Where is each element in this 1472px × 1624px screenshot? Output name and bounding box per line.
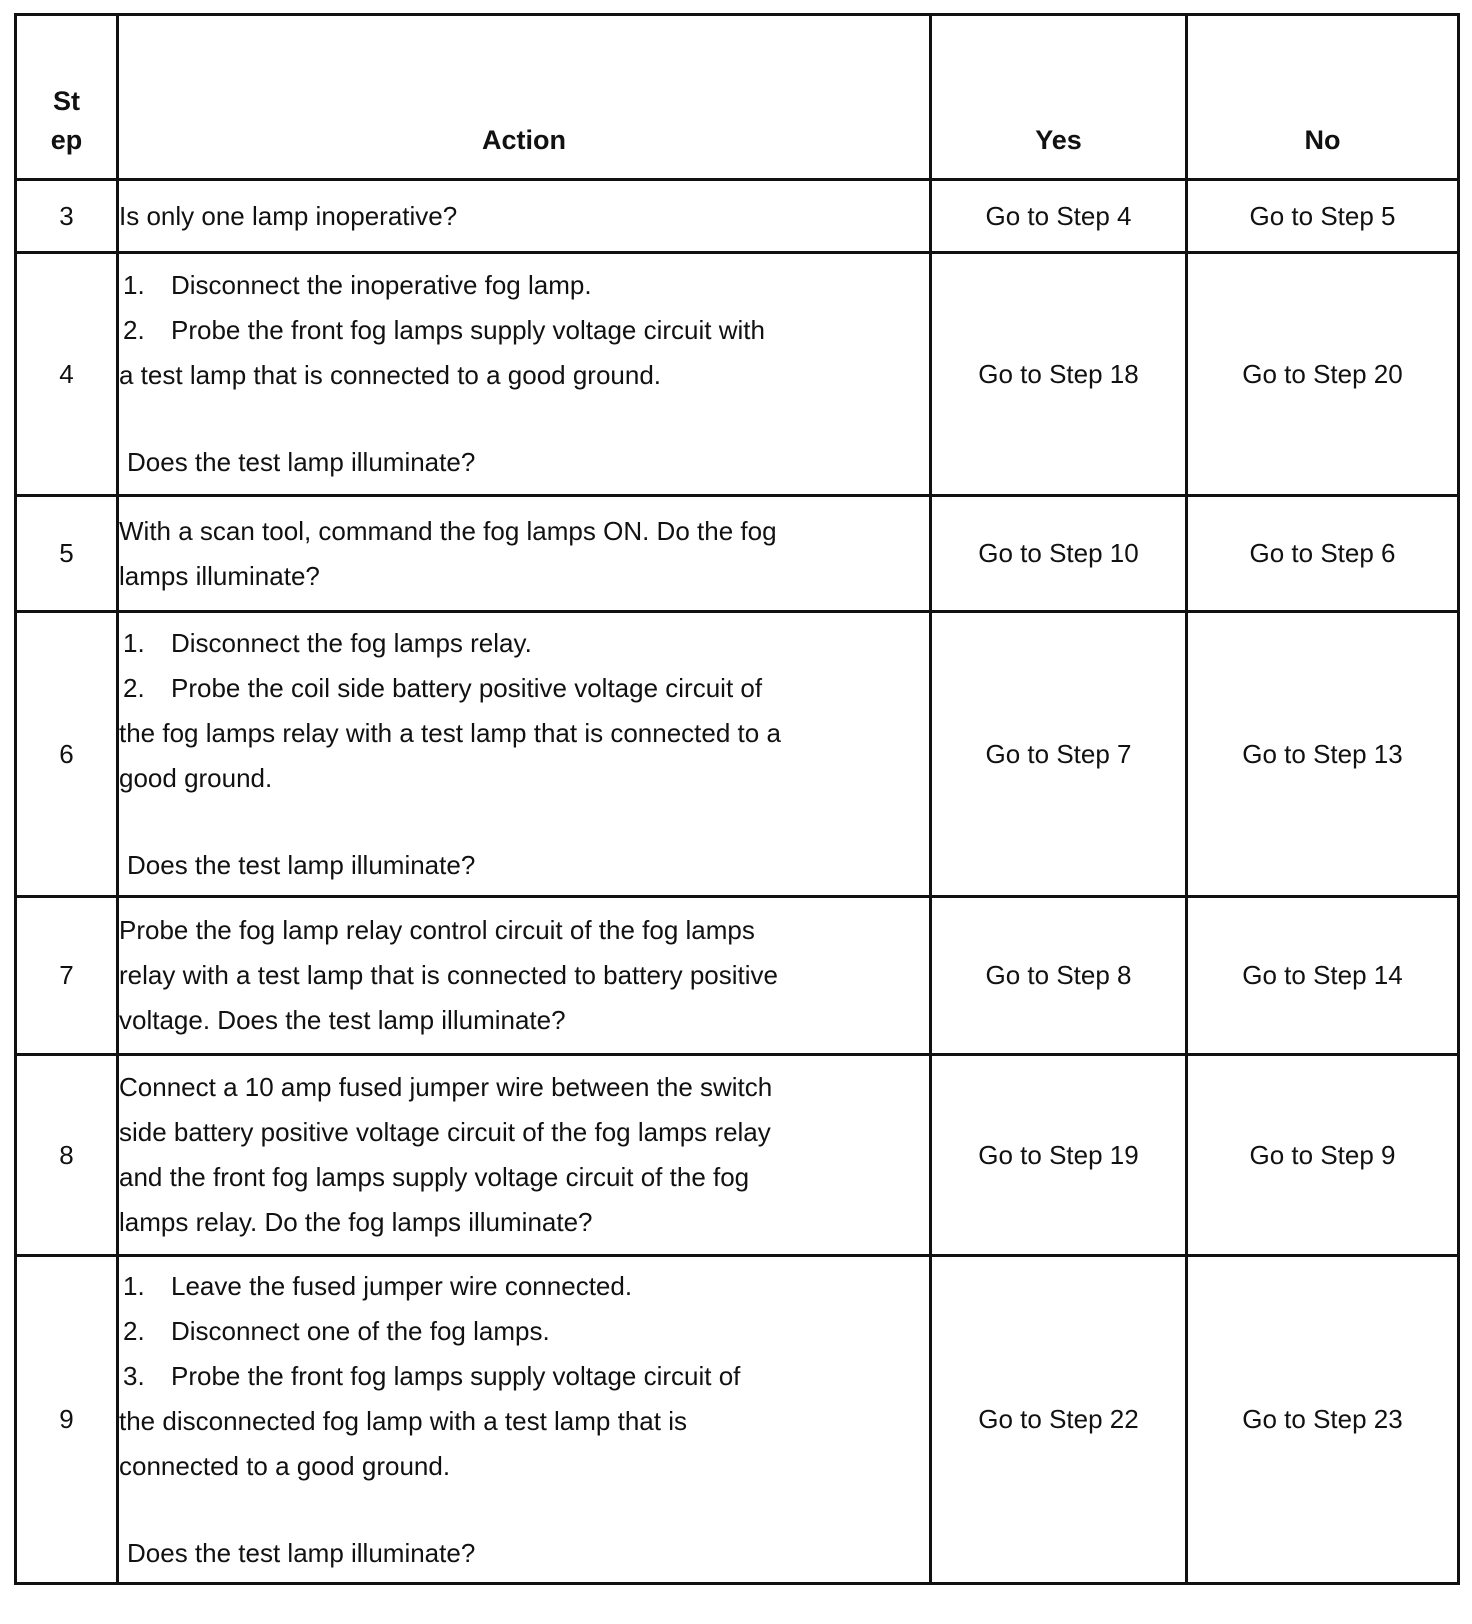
no-result: Go to Step 6: [1187, 496, 1459, 612]
yes-result: Go to Step 18: [931, 253, 1187, 496]
continuation-line: a test lamp that is connected to a good ground.: [119, 360, 662, 390]
yes-result: Go to Step 7: [931, 612, 1187, 897]
continuation-line: the disconnected fog lamp with a test lamp that is: [119, 1405, 687, 1436]
header-no: No: [1187, 15, 1459, 180]
action-cell: [118, 612, 931, 897]
step-number: 3: [16, 180, 118, 253]
action-cell: [118, 1055, 931, 1256]
list-item: 1. Disconnect the inoperative fog lamp.: [123, 270, 592, 300]
list-item: 1. Leave the fused jumper wire connected.: [123, 1270, 633, 1301]
header-step-line-1: St: [53, 86, 80, 116]
diagnostic-table: [14, 13, 1460, 1585]
step-number: 8: [16, 1055, 118, 1256]
no-result: Go to Step 20: [1187, 253, 1459, 496]
table-row: [16, 180, 1459, 253]
step-number: 7: [16, 897, 118, 1055]
yes-result: Go to Step 19: [931, 1055, 1187, 1256]
list-item: 2. Probe the front fog lamps supply voltage circuit with: [123, 315, 765, 345]
step-number: 6: [16, 612, 118, 897]
action-line: side battery positive voltage circuit of the fog lamps relay: [119, 1117, 771, 1147]
list-item: 3. Probe the front fog lamps supply voltage circuit of: [123, 1360, 741, 1391]
yes-result: Go to Step 8: [931, 897, 1187, 1055]
list-item: 2. Disconnect one of the fog lamps.: [123, 1315, 550, 1346]
question-text: Does the test lamp illuminate?: [127, 849, 476, 880]
no-result: Go to Step 14: [1187, 897, 1459, 1055]
continuation-line: the fog lamps relay with a test lamp that is connected to a: [119, 717, 781, 748]
action-line: voltage. Does the test lamp illuminate?: [119, 1005, 566, 1035]
table-row: [16, 897, 1459, 1055]
table-row: [16, 496, 1459, 612]
no-result: Go to Step 13: [1187, 612, 1459, 897]
no-result: Go to Step 9: [1187, 1055, 1459, 1256]
continuation-line: connected to a good ground.: [119, 1450, 451, 1481]
action-line: relay with a test lamp that is connected to battery positive: [119, 960, 779, 990]
yes-result: Go to Step 4: [931, 180, 1187, 253]
action-cell: [118, 253, 931, 496]
table-row: [16, 612, 1459, 897]
action-line: Probe the fog lamp relay control circuit of the fog lamps: [119, 915, 755, 945]
question-text: Does the test lamp illuminate?: [127, 447, 476, 477]
action-line: With a scan tool, command the fog lamps ON. Do the fog: [119, 515, 777, 546]
list-item: 1. Disconnect the fog lamps relay.: [123, 627, 532, 658]
action-line: lamps illuminate?: [119, 560, 320, 591]
step-number: 5: [16, 496, 118, 612]
list-item: 2. Probe the coil side battery positive voltage circuit of: [123, 672, 763, 703]
yes-result: Go to Step 22: [931, 1256, 1187, 1584]
table-header-row: [16, 15, 1459, 180]
question-text: Does the test lamp illuminate?: [127, 1537, 476, 1568]
action-text: Is only one lamp inoperative?: [118, 180, 931, 253]
action-line: Connect a 10 amp fused jumper wire between the switch: [119, 1072, 773, 1102]
action-line: lamps relay. Do the fog lamps illuminate?: [119, 1207, 593, 1237]
action-cell: [118, 1256, 931, 1584]
continuation-line: good ground.: [119, 762, 273, 793]
step-number: 4: [16, 253, 118, 496]
no-result: Go to Step 23: [1187, 1256, 1459, 1584]
yes-result: Go to Step 10: [931, 496, 1187, 612]
header-step: [16, 15, 118, 180]
header-action: Action: [118, 15, 931, 180]
step-number: 9: [16, 1256, 118, 1584]
table-row: [16, 253, 1459, 496]
action-line: and the front fog lamps supply voltage circuit of the fog: [119, 1162, 750, 1192]
table-row: [16, 1055, 1459, 1256]
action-cell: [118, 496, 931, 612]
header-yes: Yes: [931, 15, 1187, 180]
header-step-line-2: ep: [50, 125, 83, 155]
no-result: Go to Step 5: [1187, 180, 1459, 253]
table-row: [16, 1256, 1459, 1584]
action-cell: [118, 897, 931, 1055]
